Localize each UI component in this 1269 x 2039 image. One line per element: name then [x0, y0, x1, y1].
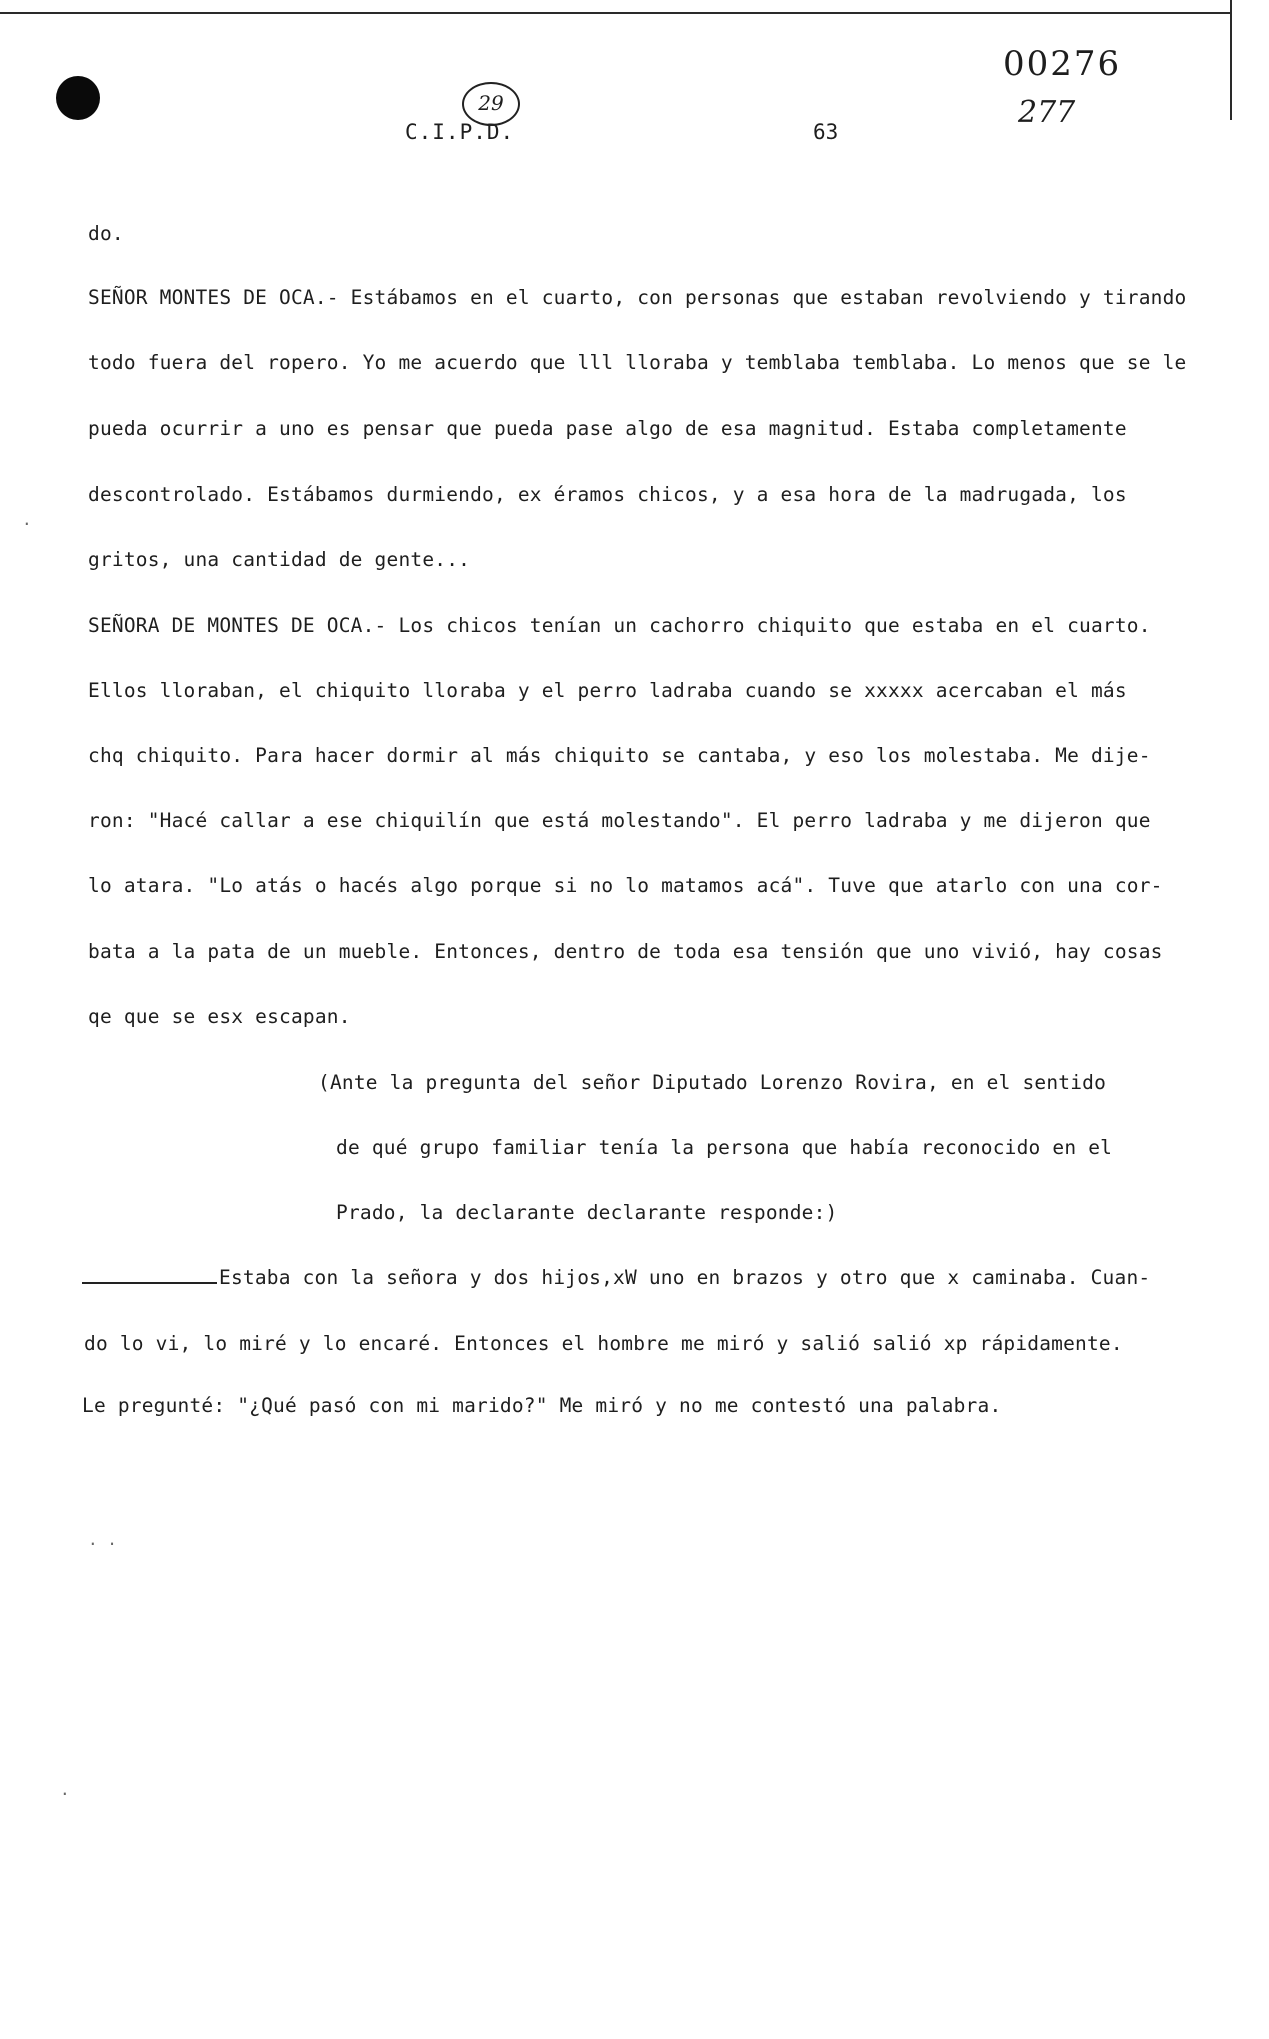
body-line: chq chiquito. Para hacer dormir al más chiquito se cantaba, y eso los molestaba. Me dije- — [88, 744, 1151, 767]
body-line: qe que se esx escapan. — [88, 1005, 351, 1028]
scan-speck: . — [60, 1780, 70, 1799]
parenthetical-line: (Ante la pregunta del señor Diputado Lorenzo Rovira, en el sentido — [318, 1071, 1107, 1094]
punch-hole — [56, 76, 100, 120]
body-line: Ellos lloraban, el chiquito lloraba y el perro ladraba cuando se xxxxx acercaban el más — [88, 679, 1127, 702]
top-border-line — [0, 12, 1230, 14]
body-line: descontrolado. Estábamos durmiendo, ex éramos chicos, y a esa hora de la madrugada, los — [88, 483, 1127, 506]
right-border-line — [1230, 0, 1232, 120]
body-line: SEÑORA DE MONTES DE OCA.- Los chicos tenían un cachorro chiquito que estaba en el cuarto. — [88, 614, 1151, 637]
body-line: do lo vi, lo miré y lo encaré. Entonces el hombre me miró y salió salió xp rápidamente. — [84, 1332, 1123, 1355]
body-line: gritos, una cantidad de gente... — [88, 548, 471, 571]
blank-underline — [82, 1281, 217, 1284]
scan-speck: . — [22, 510, 32, 529]
body-line: bata a la pata de un mueble. Entonces, dentro de toda esa tensión que uno vivió, hay cosas — [88, 940, 1163, 963]
body-line-text: Estaba con la señora y dos hijos,xW uno en brazos y otro que x caminaba. Cuan- — [219, 1266, 1151, 1289]
parenthetical-line: Prado, la declarante declarante responde:) — [336, 1201, 838, 1224]
handwritten-folio-number: 277 — [1018, 95, 1076, 130]
body-line: do. — [88, 222, 124, 245]
office-header: C.I.P.D. — [405, 120, 515, 144]
body-line: ron: "Hacé callar a ese chiquilín que está molestando". El perro ladraba y me dijeron que — [88, 809, 1151, 832]
body-line: Le pregunté: "¿Qué pasó con mi marido?" Me miró y no me contestó una palabra. — [82, 1394, 1002, 1417]
page-number: 63 — [813, 120, 839, 144]
parenthetical-line: de qué grupo familiar tenía la persona que había reconocido en el — [336, 1136, 1113, 1159]
body-line: SEÑOR MONTES DE OCA.- Estábamos en el cuarto, con personas que estaban revolviendo y tirando — [88, 286, 1187, 309]
body-line — [82, 1266, 1150, 1289]
body-line: pueda ocurrir a uno es pensar que pueda pase algo de esa magnitud. Estaba completamente — [88, 417, 1127, 440]
circled-handwritten-number: 29 — [462, 82, 520, 126]
body-line: lo atara. "Lo atás o hacés algo porque si no lo matamos acá". Tuve que atarlo con una cor- — [88, 874, 1163, 897]
scan-speck: . . — [88, 1530, 117, 1549]
archive-stamp-number: 00276 — [1003, 44, 1122, 84]
body-line: todo fuera del ropero. Yo me acuerdo que lll lloraba y temblaba temblaba. Lo menos que se le — [88, 351, 1187, 374]
